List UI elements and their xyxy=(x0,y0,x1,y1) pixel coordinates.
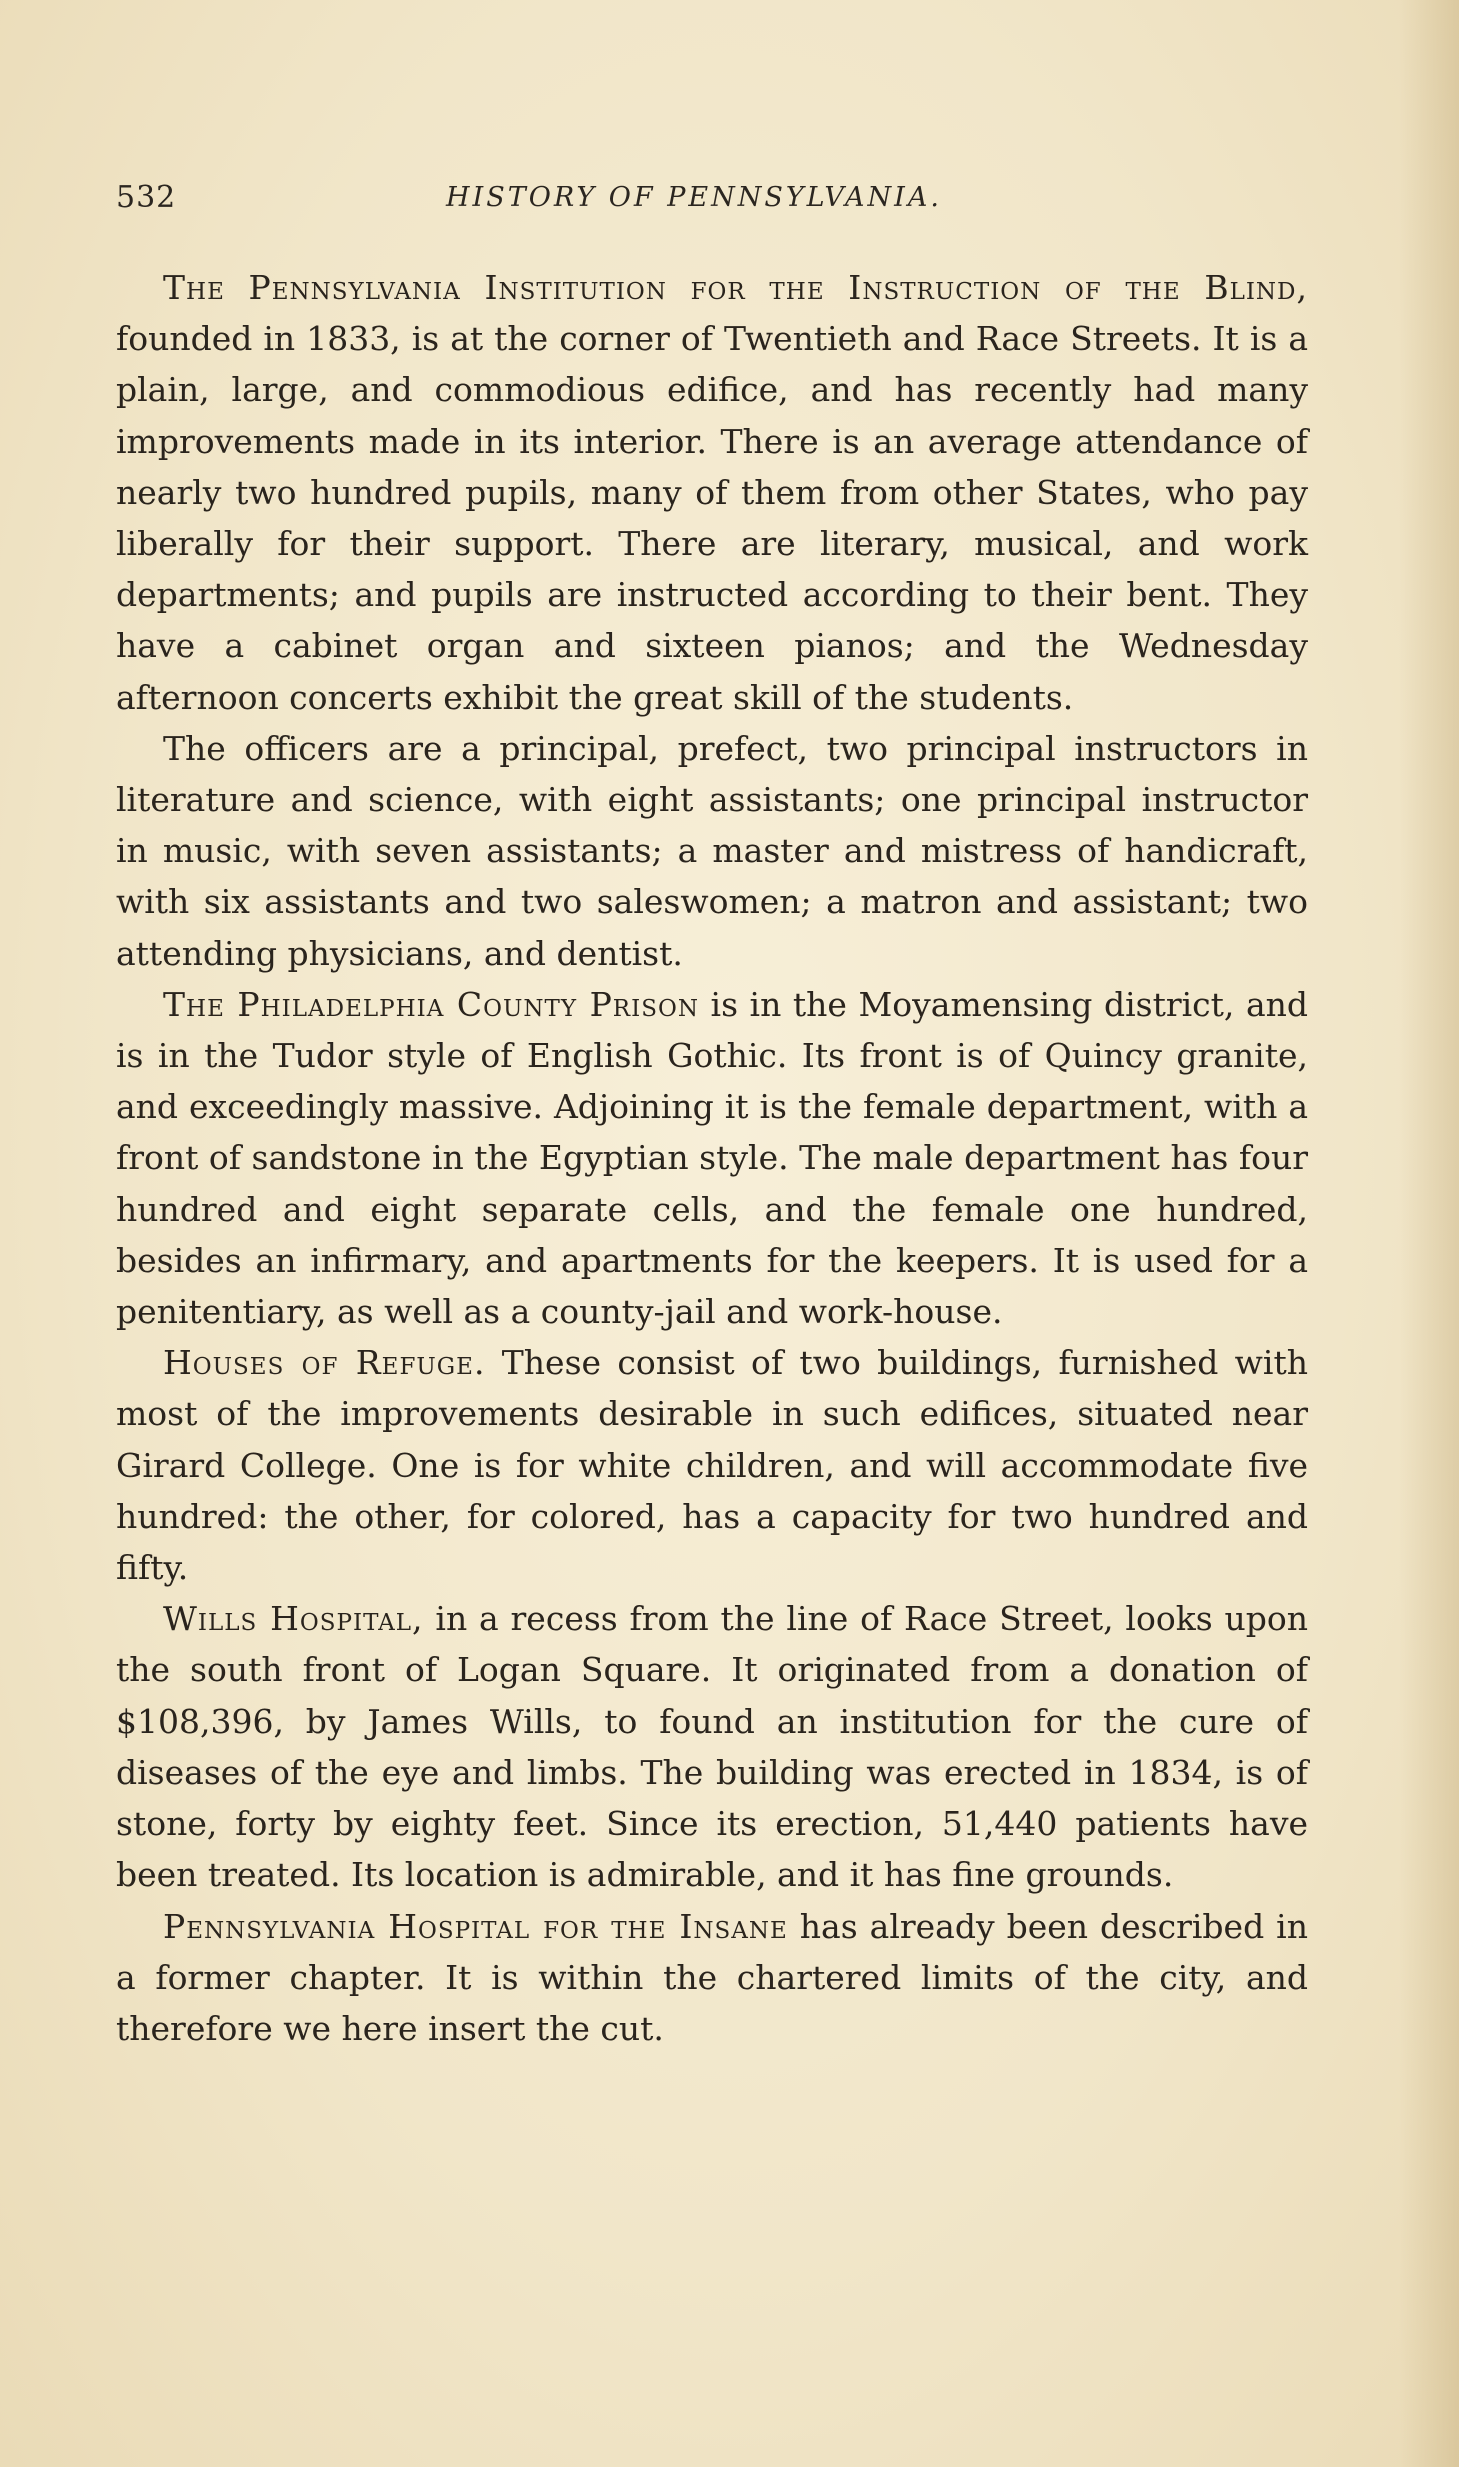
paragraph-text: The officers are a principal, prefect, two principal instructors in literature and science, with eight assistants; one principal instructor in music, with seven assistants; a master and mistress of handicraft, with six assistants and two saleswomen; a matron and assistant; two attending physicians, and dentist. xyxy=(116,728,1308,973)
paragraph-heading: Pennsylvania Hospital for the Insane xyxy=(163,1906,788,1946)
page-number: 532 xyxy=(116,180,177,215)
body-text xyxy=(116,262,1308,2054)
paragraph-text: These consist of two buildings, furnished with most of the improvements desirable in such edifices, situated near Girard College. One is for white children, and will accommodate five hundred: the other, for colored, has a capacity for two hundred and fifty. xyxy=(116,1343,1308,1588)
paragraph-text: founded in 1833, is at the corner of Twentieth and Race Streets. It is a plain, large, and commodious edifice, and has recently had many improvements made in its interior. There is an average attendance of nearly two hundred pupils, many of them from other States, who pay liberally for their support. There are literary, musical, and work departments; and pupils are instructed according to their bent. They have a cabinet organ and sixteen pianos; and the Wednesday afternoon concerts exhibit the great skill of the students. xyxy=(116,319,1308,717)
paragraph-blind-institution xyxy=(116,262,1308,723)
paragraph-county-prison xyxy=(116,979,1308,1337)
paragraph-blind-officers xyxy=(116,723,1308,979)
paragraph-houses-of-refuge xyxy=(116,1337,1308,1593)
paragraph-heading: Wills Hospital, xyxy=(163,1599,424,1639)
paragraph-heading: The Pennsylvania Institution for the Instruction of the Blind, xyxy=(163,268,1308,307)
paragraph-insane-hospital xyxy=(116,1901,1308,2055)
paragraph-text: in a recess from the line of Race Street, looks upon the south front of Logan Square. It originated from a donation of $108,396, by James Wills, to found an institution for the cure of diseases of the eye and limbs. The building was erected in 1834, is of stone, forty by eighty feet. Since its erection, 51,440 patients have been treated. Its location is admirable, and it has fine grounds. xyxy=(116,1599,1308,1895)
running-head: HISTORY OF PENNSYLVANIA. xyxy=(446,182,942,213)
page-header xyxy=(116,180,1316,230)
paragraph-heading: The Philadelphia County Prison xyxy=(163,984,699,1024)
paragraph-wills-hospital xyxy=(116,1593,1308,1900)
paragraph-text: is in the Moyamensing district, and is in the Tudor style of English Gothic. Its front is of Quincy granite, and exceedingly massive. Adjoining it is the female department, with a front of sandstone in the Egyptian style. The male department has four hundred and eight separate cells, and the female one hundred, besides an infirmary, and apartments for the keepers. It is used for a penitentiary, as well as a county-jail and work-house. xyxy=(116,984,1308,1332)
paragraph-text: has already been described in a former chapter. It is within the chartered limits of the city, and therefore we here insert the cut. xyxy=(116,1906,1308,2048)
page-edge-shadow xyxy=(1399,0,1459,2467)
paragraph-heading: Houses of Refuge. xyxy=(163,1343,486,1383)
